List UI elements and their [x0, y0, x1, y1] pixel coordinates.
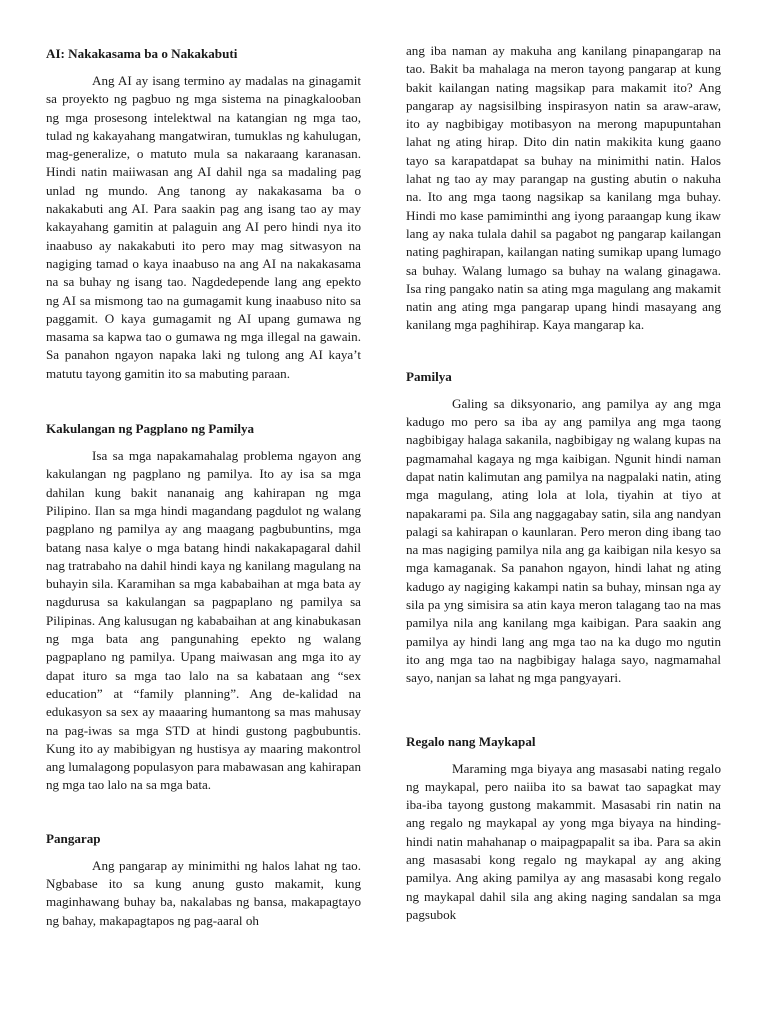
section-ai-heading: AI: Nakakasama ba o Nakakabuti — [46, 46, 238, 61]
left-column — [46, 44, 361, 930]
section-regalo-body: Maraming mga biyaya ang masasabi nating regalo ng maykapal, pero naiiba ito sa bawat tao sapagkat may iba-iba tayong gustong makammit. Masasabi rin natin na ang regalo ng maykapal ay yong mga biyaya na hinding-hindi natin mahahanap o maipagpapalit sa iba. Para sa akin ang masasabi kong regalo ng maykapal ay ang aking pamilya. Ang aking pamilya ay ang masasabi kong regalo ng maykapal dahil sila ang aking naging sandalan sa mga pagsubok — [406, 760, 721, 922]
section-pamilya-heading: Pamilya — [406, 368, 452, 384]
section-pamilya-body: Galing sa diksyonario, ang pamilya ay ang mga kadugo mo pero sa iba ay ang pamilya ang mga taong nagbibigay halaga sakanila, nagbibigay ng walang kupas na pagmamahal kagaya ng mga kaibigan. Ngunit hindi naman dapat natin kalimutan ang pamilya na nagpalaki natin, ating mga magulang, ating lola at lola, tiyahin at tiyo at napakarami pa. Sila ang naggagabay satin, sila ang nandyan palagi sa kahirapan o kaunlaran. Pero meron ding ibang tao na mas nagiging pamilya nila ang ga kaibigan nila kesyo sa mga kamaganak. Sa panahon ngayon, hindi lahat ng ating kadugo ay nagiging kakampi natin sa buhay, minsan nga ay sila pa yng simisira sa atin kaya meron talagang tao na mas pamilya nila ang kanilang mga kaibigan. Para saakin ang pamilya ay hindi lang ang mga tao na ka dugo mo ngutin ito ang mga tao na nagbibigay halaga sayo, nagmamahal sayo, nanjan sa lahat ng mga pangyayari. — [406, 395, 721, 686]
section-pangarap-body-start: Ang pangarap ay minimithi ng halos lahat ng tao. Ngbabase ito sa kung anung gusto makamit, kung maginhawang buhay ba, nakalabas ng bansa, makapagtayo ng bahay, makapagtapos ng pag-aaral oh — [46, 857, 361, 928]
section-regalo — [406, 732, 721, 925]
section-regalo-heading: Regalo nang Maykapal — [406, 733, 536, 749]
section-pangarap — [46, 829, 361, 930]
section-pangarap-body-continued: ang iba naman ay makuha ang kanilang pinapangarap na tao. Bakit ba mahalaga na meron tayong pangarap at kung bakit kailangan nating magsikap para makamit ito? Ang pangarap ay nagsisilbing inspirasyon natin sa araw-araw, ito ay nagbibigay motibasyon na merong mapupuntahan lahat ng ating hirap. Dito din natin makikita kung gaano tayo sa karapatdapat sa buhay na minimithi natin. Halos lahat ng tao ay may parangap na gusting abutin o nakuha na. Ito ang mga taong nagsikap sa kanilang mga buhay. Hindi mo kase pamiminthi ang iyong paraangap kung ikaw lang ay naka tulala dahil sa pagabot ng pangarap kailangan nating paghirapan, kailangan nating sumikap upang lumago sa buhay. Walang lumago sa buhay na walang ginagawa. Isa ring pangako natin sa ating mga magulang ang makamit natin ang ating mga pangarap upang hindi masayang ang kanilang mga paghihirap. Kaya mangarap ka. — [406, 43, 721, 333]
section-pagplano-heading: Kakulangan ng Pagplano ng Pamilya — [46, 421, 255, 437]
spacer — [406, 335, 721, 367]
spacer — [406, 688, 721, 732]
section-pagplano — [46, 419, 361, 795]
spacer — [46, 795, 361, 829]
right-column — [406, 42, 721, 924]
section-pangarap-heading: Pangarap — [46, 830, 101, 846]
section-ai — [46, 44, 361, 383]
section-pagplano-body: Isa sa mga napakamahalag problema ngayon ang kakulangan ng pagplano ng pamilya. Ito ay isa sa mga dahilan kung bakit nananaig ang kahirapan ng mga Pilipino. Ilan sa mga hindi magandang pagdulot ng walang pagplano ng pamilya ay ang maagang pagbubuntins, mga batang nasa kalye o mga batang hindi nakakapagaral dahil nag tratrabaho na dahil hindi kaya ng kanilang magulang na buhayin sila. Karamihan sa mga kababaihan at mga bata ay nagdurusa sa kakulangan sa pagpaplano ng pamilya sa Pilipinas. Ang kalusugan ng kababaihan at ang kinabukasan ng mga bata ang pangunahing epekto ng walang pagpaplano ng pamilya. Upang maiwasan ang mga ito ay dapat ituro sa mga tao lalo na sa kabataan ang “sex education” at “family planning”. Ang de-kalidad na edukasyon sa sex ay maaaring humantong sa mas mahusay na pag-iwas sa mga STD at hindi gustong pagbubuntis. Kung ito ay mabibigyan ng hustisya ay maaring makontrol ang lumalagong populasyon para mabawasan ang kahirapan ng mga tao lalo na sa mga bata. — [46, 448, 361, 793]
spacer — [46, 383, 361, 419]
section-ai-body: Ang AI ay isang termino ay madalas na ginagamit sa proyekto ng pagbuo ng mga sistema na pinagkalooban ng mga prosesong intelektwal na katangian ng mga tao, tulad ng kakayahang mangatwiran, tumuklas ng kahulugan, mag-generalize, o matuto mula sa nakaraang karanasan. Hindi natin maiiwasan ang AI dahil nga sa madaling pag unlad ng mundo. Ang tanong ay nakakasama ba o nakakabuti ang AI. Para saakin pag ang isang tao ay may kakayahang gamitin at palaguin ang AI pero hindi nya ito inaabuso ay nakakabuti ito pero may mag sitwasyon na nagiging tamad o kaya inaabuso na ang AI na nakakasama na sa buhay ng isang tao. Nagdedepende lang ang epekto ng AI sa mismong tao na gumagamit kung inaabuso nito sa paggamit. O kaya gumagamit ng AI upang gumawa ng masama sa kapwa tao o gumawa ng mga illegal na gawain. Sa panahon ngayon napaka laki ng tulong ang AI kaya’t matutu tayong gamitin ito sa mabuting paraan. — [46, 73, 361, 381]
section-pamilya — [406, 367, 721, 688]
